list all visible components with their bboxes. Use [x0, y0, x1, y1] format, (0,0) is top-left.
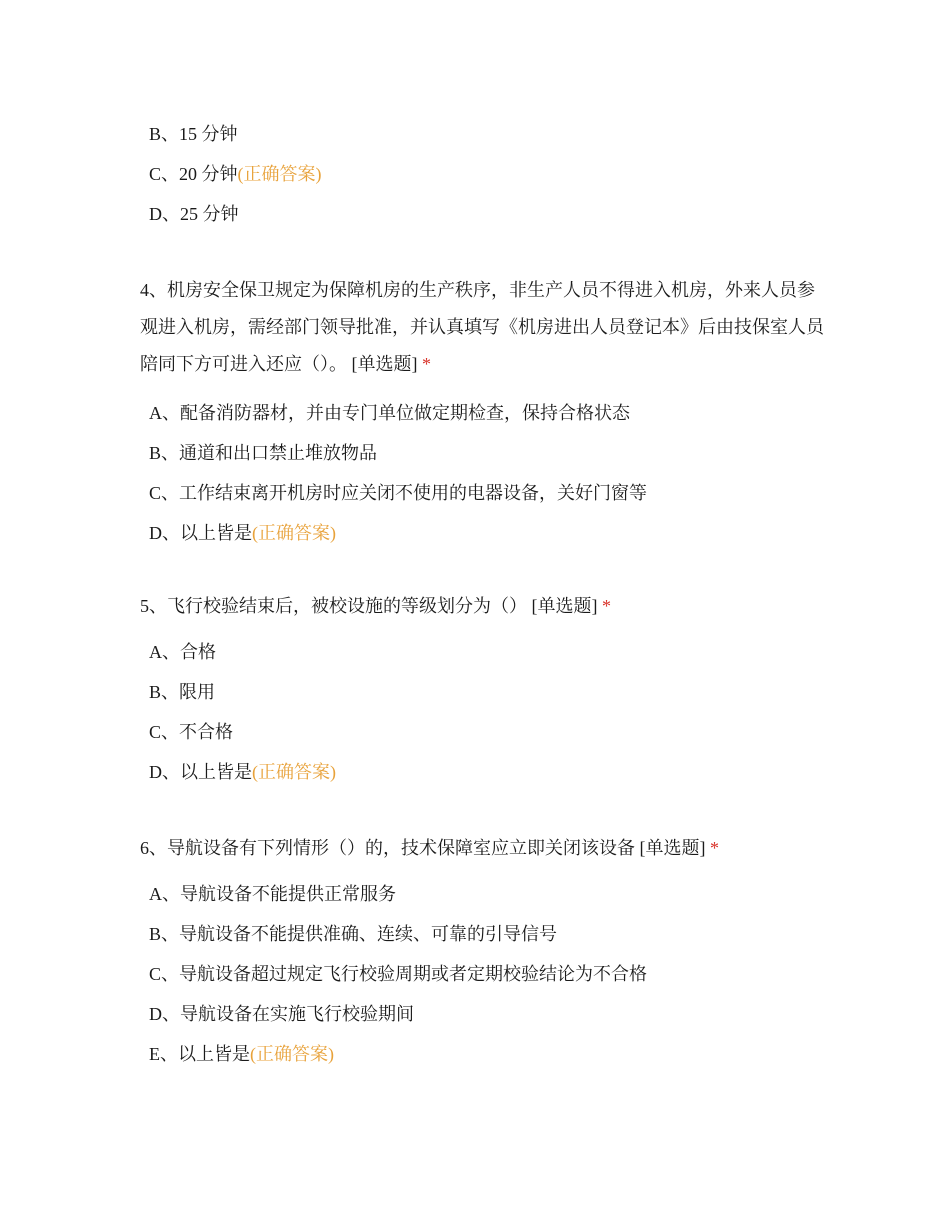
option-label: E、以上皆是	[149, 1044, 250, 1064]
option-4c	[149, 473, 950, 513]
option-6c	[149, 954, 950, 994]
correct-answer-mark: (正确答案)	[237, 164, 322, 184]
option-label: B、限用	[149, 682, 216, 702]
option-label: D、25 分钟	[149, 204, 239, 224]
option-6e	[149, 1034, 950, 1074]
option-5d	[149, 752, 950, 792]
question-3-options	[0, 114, 950, 234]
correct-answer-mark: (正确答案)	[250, 1044, 334, 1064]
question-text: 5、飞行校验结束后，被校设施的等级划分为（）	[140, 596, 527, 616]
option-4a	[149, 393, 950, 433]
option-6b	[149, 914, 950, 954]
option-label: B、通道和出口禁止堆放物品	[149, 443, 378, 463]
option-label: A、导航设备不能提供正常服务	[149, 884, 396, 904]
question-6	[0, 830, 950, 1074]
option-label: C、20 分钟	[149, 164, 238, 184]
option-4d	[149, 513, 950, 553]
option-label: B、导航设备不能提供准确、连续、可靠的引导信号	[149, 924, 558, 944]
option-3b	[149, 114, 950, 154]
question-text: 4、机房安全保卫规定为保障机房的生产秩序，非生产人员不得进入机房，外来人员参观进入机房，需经部门领导批准，并认真填写《机房进出人员登记本》后由技保室人员陪同下方可进入还应（）。	[140, 280, 824, 374]
option-label: B、15 分钟	[149, 124, 238, 144]
option-3d	[149, 194, 950, 234]
question-type-tag: [单选题]	[351, 354, 418, 374]
option-label: C、工作结束离开机房时应关闭不使用的电器设备，关好门窗等	[149, 483, 648, 503]
correct-answer-mark: (正确答案)	[252, 523, 336, 543]
option-3c	[149, 154, 950, 194]
option-6a	[149, 874, 950, 914]
correct-answer-mark: (正确答案)	[252, 762, 336, 782]
question-4	[0, 272, 950, 553]
required-asterisk: *	[422, 354, 431, 374]
question-type-tag: [单选题]	[531, 596, 598, 616]
option-5a	[149, 632, 950, 672]
option-label: A、配备消防器材，并由专门单位做定期检查，保持合格状态	[149, 403, 630, 423]
question-5-title	[140, 588, 830, 625]
option-6d	[149, 994, 950, 1034]
option-label: D、以上皆是	[149, 523, 252, 543]
option-label: D、以上皆是	[149, 762, 252, 782]
question-text: 6、导航设备有下列情形（）的，技术保障室应立即关闭该设备	[140, 838, 635, 858]
required-asterisk: *	[602, 596, 611, 616]
option-label: A、合格	[149, 642, 216, 662]
option-label: C、导航设备超过规定飞行校验周期或者定期校验结论为不合格	[149, 964, 648, 984]
question-6-title	[140, 830, 830, 867]
question-type-tag: [单选题]	[639, 838, 706, 858]
option-label: D、导航设备在实施飞行校验期间	[149, 1004, 414, 1024]
required-asterisk: *	[710, 838, 719, 858]
option-5c	[149, 712, 950, 752]
option-label: C、不合格	[149, 722, 234, 742]
question-5	[0, 588, 950, 792]
option-4b	[149, 433, 950, 473]
question-4-title	[140, 272, 830, 383]
option-5b	[149, 672, 950, 712]
